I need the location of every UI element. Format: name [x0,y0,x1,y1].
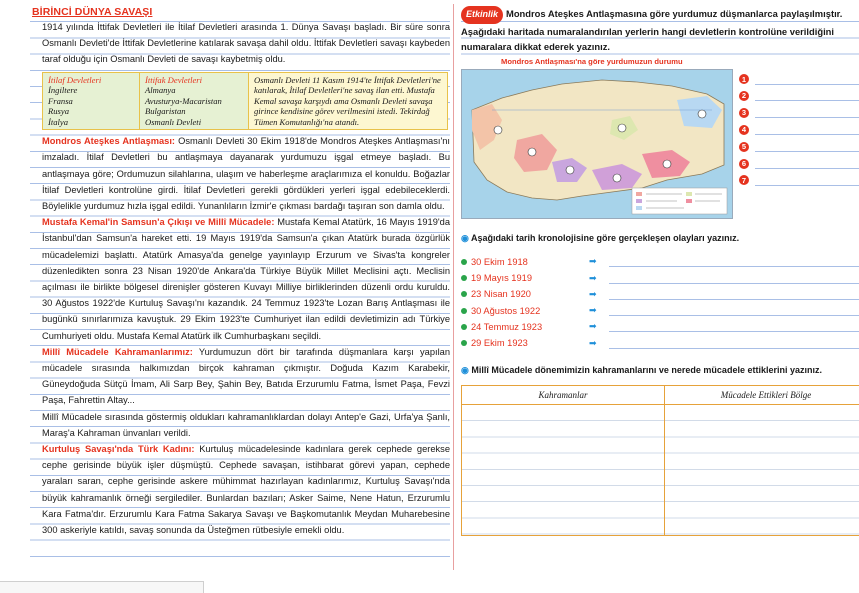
date-label: 30 Ekim 1918 [471,256,528,267]
bullet-icon [461,308,467,314]
chronology-question-text: Aşağıdaki tarih kronolojisine göre gerçekleşen olayları yazınız. [471,232,740,243]
itilaf-item: Fransa [48,95,73,106]
women-lead: Kurtuluş Savaşı'nda Türk Kadını: [42,443,195,454]
date-row [461,270,859,286]
map-number-row [739,71,859,88]
samsun-lead: Mustafa Kemal'in Samsun'a Çıkışı ve Millî Mücadele: [42,217,275,228]
table-body [462,405,859,535]
question-bullet-icon: ◉ [461,232,472,243]
region-answer-cell[interactable] [665,405,859,535]
women-paragraph [30,441,450,538]
number-marker: 3 [739,108,749,118]
bullet-icon [461,259,467,265]
arrow-icon: ➡ [589,321,597,332]
answer-line[interactable] [755,74,859,85]
ittifak-item: Bulgaristan [145,106,186,117]
ittifak-item: Avusturya-Macaristan [145,95,222,106]
map-number-row [739,172,859,189]
arrow-icon: ➡ [589,305,597,316]
right-column [461,6,859,566]
arrow-icon: ➡ [589,288,597,299]
answer-line[interactable] [755,175,859,186]
table-header [462,386,859,405]
date-row [461,335,859,351]
map-number-row [739,121,859,138]
date-label: 19 Mayıs 1919 [471,273,532,284]
answer-line[interactable] [609,338,859,349]
date-label: 29 Ekim 1923 [471,338,528,349]
number-marker: 7 [739,175,749,185]
date-row [461,319,859,335]
answer-line[interactable] [609,305,859,316]
map-section [461,69,859,217]
activity-instruction [461,6,859,55]
ittifak-column [140,73,249,130]
map-number-row [739,88,859,105]
ittifak-heading: İttifak Devletleri [145,74,203,85]
answer-line[interactable] [609,256,859,267]
alliances-box [42,72,448,131]
date-label: 23 Nisan 1920 [471,289,531,300]
occupation-map [461,69,733,219]
map-number-list [739,71,859,189]
mondros-lead: Mondros Ateşkes Antlaşması: [42,136,176,147]
mondros-text: Osmanlı Devleti 30 Ekim 1918'de Mondros Ateşkes Antlaşması'nı imzaladı. İtilaf Devletleri bu antlaşmaya dayanarak yurdumuzu işgal etmeye başladı. Bu antlaşmaya göre; Ordumuzun silahlarına, ulaşım ve haberleşme araçlarımıza el konuldu. Boğazlar İtilaf Devletleri kontrolüne girdi. İtilaf Devletleri gerekli gördükleri yerleri işgal edebileceklerdi. Böylelikle yurdumuz hızla işgal edildi. Yunanlıların İzmir'e çıkması bardağı taşıran son damla oldu. [42,136,450,211]
heroes-table [461,385,859,536]
date-label: 24 Temmuz 1923 [471,321,543,332]
heroes-question [461,363,859,378]
number-marker: 4 [739,125,749,135]
activity-text: Mondros Ateşkes Antlaşmasına göre yurdumuz düşmanlarca paylaşılmıştır. Aşağıdaki haritada numaralandırılan yerlerin hangi devletlerin kontrolüne verildiğini numaralara dikkat ederek yazınız. [461,8,843,53]
answer-line[interactable] [755,124,859,135]
ittifak-item: Osmanlı Devleti [145,116,202,127]
itilaf-item: Rusya [48,106,70,117]
bullet-icon [461,291,467,297]
bullet-icon [461,324,467,330]
heroes-text: Yurdumuzun dört bir tarafında düşmanlara karşı yapılan mücadele sırasında halkımızdan birçok kahraman çıkmıştır. Doğuda Kazım Karabekir, Güneydoğuda Sütçü İmam, Ali Sarp Bey, Şahin Bey, Batıda Erzurumlu Fatma, İsmet Paşa, Fevzi Paşa, Fahrettin Altay... [42,346,450,406]
samsun-text: Mustafa Kemal Atatürk, 16 Mayıs 1919'da İstanbul'dan Samsun'a hareket etti. 19 Mayıs 1919'da Samsun'a çıkan Atatürk burada özgürlük mücadelemizi başlattı. Atatürk Amasya'da genelge yayınlayıp Erzurum ve Sivas'ta kongreler düzenledikten sonra 23 Nisan 1920'de Ankara'da Türkiye Büyük Millet Meclisini açtı. Meclisin açılması ile birlikte bölgesel direnişler gösteren Kuvayı Milliye birliklerinden düzenli ordu kuruldu. 30 Ağustos 1922'de Kurtuluş Savaşı'nı kazandık. 24 Temmuz 1923'te Lozan Barış Antlaşması ile bugünkü sınırlarımıza kavuştuk. 29 Ekim 1923'te Cumhuriyet ilan edildi devletimizin adı Türkiye Cumhuriyeti oldu. Mustafa Kemal Atatürk ilk Cumhurbaşkanı seçildi. [42,217,450,341]
heroes-answer-cell[interactable] [462,405,665,535]
bullet-icon [461,275,467,281]
date-label: 30 Ağustos 1922 [471,305,541,316]
question-bullet-icon: ◉ [461,365,472,376]
column-divider [453,4,454,570]
number-marker: 6 [739,159,749,169]
arrow-icon: ➡ [589,337,597,348]
map-number-row [739,155,859,172]
chronology-question [461,231,859,246]
turkey-map-graphic [462,70,732,218]
answer-line[interactable] [755,107,859,118]
arrow-icon: ➡ [589,256,597,267]
bullet-icon [461,340,467,346]
arrow-icon: ➡ [589,272,597,283]
map-number-row [739,104,859,121]
itilaf-heading: İtilaf Devletleri [48,74,102,85]
itilaf-item: İngiltere [48,85,78,96]
left-column [30,6,450,566]
answer-line[interactable] [609,321,859,332]
worksheet-page [14,0,856,577]
column-header-region: Mücadele Ettikleri Bölge [720,390,812,401]
section-title: BİRİNCİ DÜNYA SAVAŞI [32,6,153,18]
column-header-heroes: Kahramanlar [462,386,665,404]
answer-line[interactable] [755,90,859,101]
box-note: Osmanlı Devleti 11 Kasım 1914'te İttifak Devletleri'ne katılarak, İtilaf Devletleri'ne savaş ilan etti. Mustafa Kemal savaşa karşıydı ama Osmanlı Devleti savaşa girince kendisine görev verilmesini istedi. Tekirdağ Tümen Komutanlığı'na atandı. [254,74,441,127]
date-list [461,254,859,352]
women-text: Kurtuluş mücadelesinde kadınlara gerek cephede gerekse cephe gerisinde büyük işler düşmüştü. Cephede savaşan, istihbarat görevi yapan, cephede yaraları saran, cephe gerisinde askere mühimmat hazırlayan kadınlarımız, Kurtuluş Savaşı'nda büyük kahramanlık örneği sergilediler. Bunlardan bazıları; Asker Saime, Nene Hatun, Erzurumlu Kara Fatma'dır. Erzurumlu Kara Fatma Sakarya Savaşı ve Başkomutanlık Meydan Muharebesine 300 askeriyle katıldı, savaş sonunda da Üsteğmen rütbesiyle emekli oldu. [42,443,450,535]
itilaf-item: İtalya [48,116,69,127]
number-marker: 5 [739,142,749,152]
ittifak-item: Almanya [145,85,176,96]
activity-badge: Etkinlik [461,6,503,24]
date-row [461,254,859,270]
number-marker: 2 [739,91,749,101]
answer-line[interactable] [609,273,859,284]
date-row [461,303,859,319]
bottom-tab [0,581,204,593]
answer-line[interactable] [755,141,859,152]
answer-line[interactable] [755,158,859,169]
itilaf-column [43,73,140,130]
date-row [461,286,859,302]
samsun-paragraph [30,214,450,344]
map-number-row [739,138,859,155]
titles-paragraph: Millî Mücadele sırasında göstermiş oldukları kahramanlıklardan dolayı Antep'e Gazi, Urfa'ya Şanlı, Maraş'a Kahraman ünvanları verildi. [42,411,450,438]
number-marker: 1 [739,74,749,84]
map-caption: Mondros Antlaşması'na göre yurdumuzun durumu [501,56,683,66]
mondros-paragraph [30,133,450,214]
intro-paragraph: 1914 yılında İttifak Devletleri ile İtilaf Devletleri arasında 1. Dünya Savaşı başladı. Bir süre sonra Osmanlı Devleti'de İttifak Devletlerine katılarak savaşa dahil oldu. İttifak Devletleri savaşı kaybeden taraf olduğu için Osmanlı Devleti de savaşı kaybetmiş oldu. [42,22,450,65]
heroes-paragraph [30,344,450,409]
answer-line[interactable] [609,289,859,300]
heroes-question-text: Millî Mücadele dönemimizin kahramanlarını ve nerede mücadele ettiklerini yazınız. [471,365,822,376]
heroes-lead: Millî Mücadele Kahramanlarımız: [42,346,193,357]
